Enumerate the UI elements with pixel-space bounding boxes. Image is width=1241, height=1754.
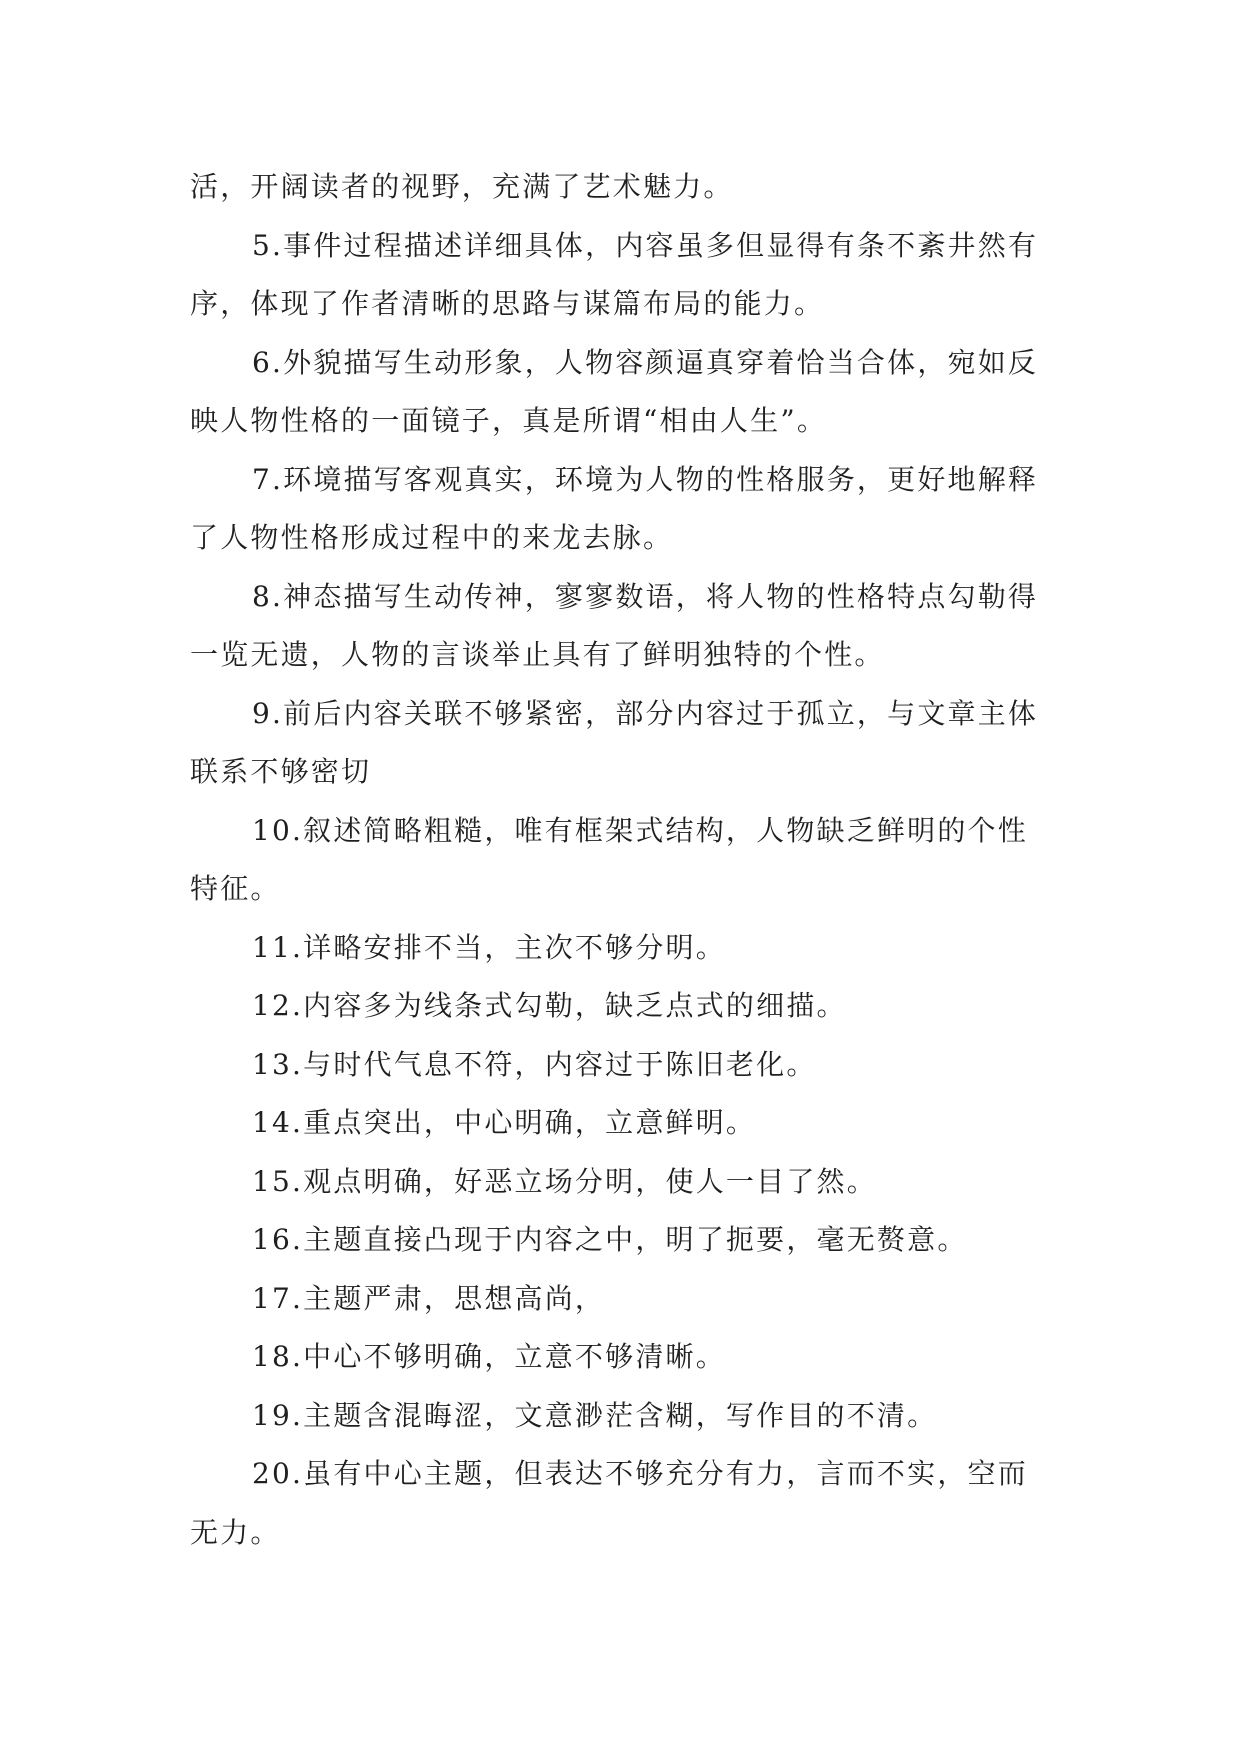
paragraph-item-18: 18.中心不够明确，立意不够清晰。 — [252, 1340, 726, 1373]
paragraph-item-14: 14.重点突出，中心明确，立意鲜明。 — [252, 1106, 757, 1139]
paragraph-item-8: 8.神态描写生动传神，寥寥数语，将人物的性格特点勾勒得一览无遗，人物的言谈举止具有了鲜明独特的个性。 — [190, 579, 1039, 671]
paragraph-item-10: 10.叙述简略粗糙，唯有框架式结构，人物缺乏鲜明的个性特征。 — [190, 813, 1028, 905]
paragraph-item-13: 13.与时代气息不符，内容过于陈旧老化。 — [252, 1047, 817, 1081]
paragraph-item-9: 9.前后内容关联不够紧密，部分内容过于孤立，与文章主体联系不够密切 — [190, 696, 1039, 788]
paragraph-item-20: 20.虽有中心主题，但表达不够充分有力，言而不实，空而无力。 — [190, 1457, 1028, 1549]
document-body — [190, 158, 1055, 1562]
paragraph-item-11: 11.详略安排不当，主次不够分明。 — [252, 930, 726, 964]
paragraph-item-6: 6.外貌描写生动形象，人物容颜逼真穿着恰当合体，宛如反映人物性格的一面镜子，真是所谓“相由人生”。 — [190, 345, 1039, 437]
paragraph-item-16: 16.主题直接凸现于内容之中，明了扼要，毫无赘意。 — [252, 1223, 968, 1256]
paragraph-item-15: 15.观点明确，好恶立场分明，使人一目了然。 — [252, 1164, 877, 1198]
paragraph-item-19: 19.主题含混晦涩，文意渺茫含糊，写作目的不清。 — [252, 1398, 938, 1432]
paragraph-item-5: 5.事件过程描述详细具体，内容虽多但显得有条不紊井然有序，体现了作者清晰的思路与谋篇布局的能力。 — [190, 228, 1039, 320]
paragraph-continuation: 活，开阔读者的视野，充满了艺术魅力。 — [190, 170, 734, 203]
paragraph-item-17: 17.主题严肃，思想高尚， — [252, 1281, 606, 1315]
paragraph-item-7: 7.环境描写客观真实，环境为人物的性格服务，更好地解释了人物性格形成过程中的来龙去脉。 — [190, 462, 1039, 554]
paragraph-item-12: 12.内容多为线条式勾勒，缺乏点式的细描。 — [252, 989, 847, 1022]
